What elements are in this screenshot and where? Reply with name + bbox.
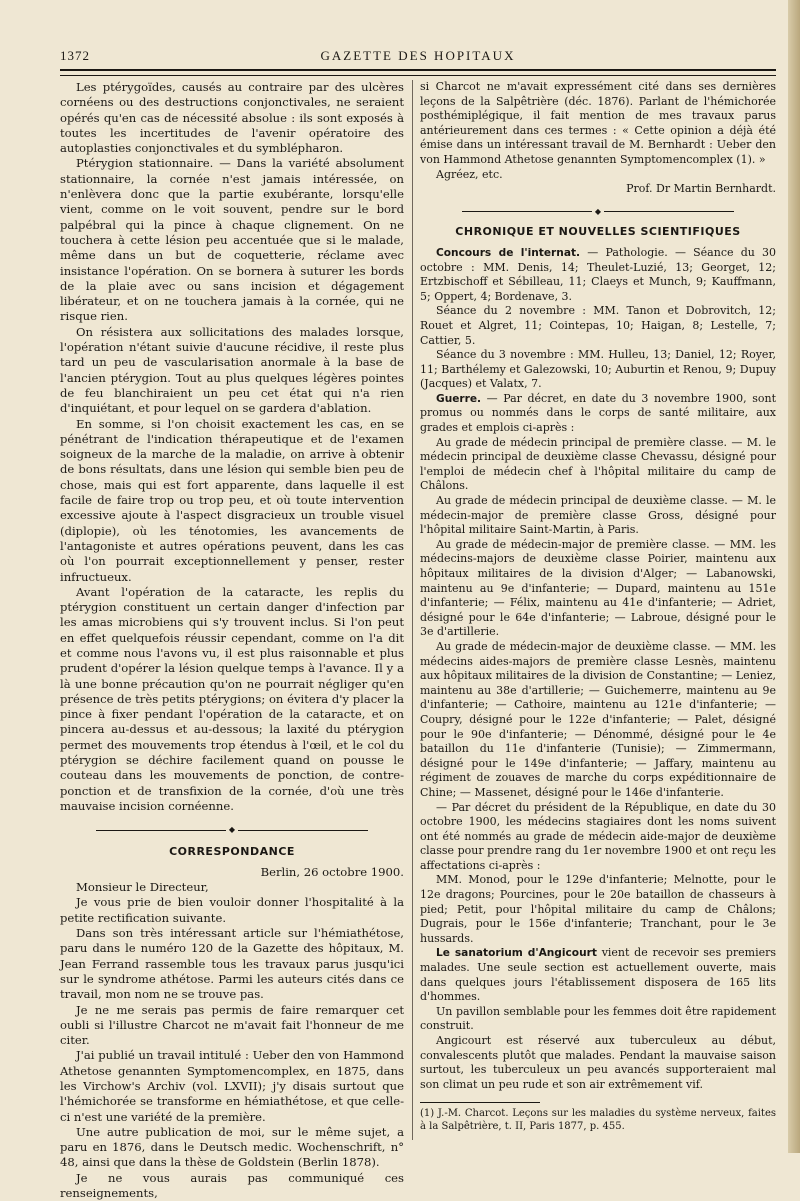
footnote: (1) J.-M. Charcot. Leçons sur les maladies du système nerveux, faites à la Salpêtrière, t. II, Paris 1877, p. 455. (420, 1108, 776, 1133)
page-header (60, 44, 776, 66)
paragraph: Je ne me serais pas permis de faire remarquer cet oubli si l'illustre Charcot ne m'avait fait l'honneur de me citer. (60, 1002, 404, 1048)
paragraph: Une autre publication de moi, sur le même sujet, a paru en 1876, dans le Deutsch medic. Wochenschrift, n° 48, ainsi que dans la thèse de Goldstein (Berlin 1878). (60, 1124, 404, 1170)
paragraph: En somme, si l'on choisit exactement les cas, en se pénétrant de l'indication thérapeutique et de l'examen soigneux de la marche de la maladie, on arrive à obtenir de bons résultats, dans une lésion qui semble bien peu de chose, mais qui est fort apparente, dans laquelle il est facile de faire trop ou trop peu, et où toute intervention excessive ajoute à l'aspect disgracieux un trouble visuel (diplopie), où les ténotomies, les avancements de l'antagoniste et autres opérations peuvent, dans les cas où l'on pourrait exceptionnellement y penser, rester infructueux. (60, 416, 404, 584)
page-edge-shadow (788, 0, 800, 1153)
paragraph: Au grade de médecin-major de deuxième classe. — MM. les médecins aides-majors de première classe Lesnès, maintenu aux hôpitaux militaires de la division de Constantine; — Leniez, maintenu au 38e d'artillerie; — Guichemerre, maintenu au 9e d'infanterie; — Cathoire, maintenu au 121e d'infanterie; — Coupry, désigné pour le 122e d'infanterie; — Palet, désigné pour le 90e d'infanterie; — Dénommé, désigné pour le 4e bataillon du 11e d'infanterie (Tunisie); — Zimmermann, désigné pour le 149e d'infanterie; — Jaffary, maintenu au régiment de zouaves de marche du corps expéditionnaire de Chine; — Massenet, désigné pour le 146e d'infanterie. (420, 639, 776, 799)
paragraph: Ptérygion stationnaire. — Dans la variété absolument stationnaire, la cornée n'est jamais intéressée, on n'enlèvera donc que la partie exubérante, lorsqu'elle vient, comme on le voit souvent, pendre sur le bord palpébral qui la pince à chaque clignement. On ne touchera à cette lésion peu accentuée que si le malade, même dans un but de coquetterie, réclame avec insistance l'opération. On se bornera à suturer les bords de la plaie avec ou sans incision et dégagement libérateur, et on ne touchera jamais à la cornée, qui ne risque rien. (60, 156, 404, 324)
paragraph: MM. Monod, pour le 129e d'infanterie; Melnotte, pour le 12e dragons; Pourcines, pour le 20e bataillon de chasseurs à pied; Petit, pour l'hôpital militaire du camp de Châlons; Dugrais, pour le 156e d'infanterie; Tranchant, pour le 3e hussards. (420, 873, 776, 945)
paragraph: Un pavillon semblable pour les femmes doit être rapidement construit. (420, 1004, 776, 1033)
news-item (420, 946, 776, 1004)
news-item (420, 392, 776, 436)
signature: Prof. Dr Martin Bernhardt. (626, 182, 776, 196)
section-ornament: ◆ (60, 822, 404, 837)
news-body: — Par décret, en date du 3 novembre 1900, sont promus ou nommés dans le corps de santé militaire, aux grades et emplois ci-après : (420, 391, 776, 435)
section-title-chronique: CHRONIQUE ET NOUVELLES SCIENTIFIQUES (455, 225, 741, 239)
paragraph: — Par décret du président de la République, en date du 30 octobre 1900, les médecins stagiaires dont les noms suivent ont été nommés au grade de médecin aide-major de deuxième classe pour prendre rang du 1er novembre 1900 et ont reçu les affectations ci-après : (420, 800, 776, 872)
news-lead: Guerre. (436, 392, 482, 405)
paragraph: Au grade de médecin-major de première classe. — MM. les médecins-majors de deuxième classe Poirier, maintenu aux hôpitaux militaires de la division d'Alger; — Labanowski, maintenu au 9e d'infanterie; — Dupard, maintenu au 151e d'infanterie; — Félix, maintenu au 41e d'infanterie; — Adriet, désigné pour le 64e d'infanterie; — Labroue, désigné pour le 3e d'artillerie. (420, 537, 776, 639)
footnote-rule (420, 1102, 540, 1103)
paragraph: Angicourt est réservé aux tuberculeux au début, convalescents plutôt que malades. Pendant la mauvaise saison surtout, les tuberculeux un peu avancés supporteraient mal son climat un peu rude et son air extrêmement vif. (420, 1034, 776, 1091)
paragraph: Au grade de médecin principal de première classe. — M. le médecin principal de deuxième classe Chevassu, désigné pour l'emploi de médecin chef à l'hôpital militaire du camp de Châlons. (420, 435, 776, 493)
news-item (420, 246, 776, 304)
paragraph: Les ptérygoïdes, causés au contraire par des ulcères cornéens ou des destructions conjonctivales, ne seraient opérés qu'en cas de nécessité absolue : ils sont exposés à toutes les incertitudes de l'avenir opératoire des autoplasties conjonctivales et du symblépharon. (60, 80, 404, 156)
paragraph: Dans son très intéressant article sur l'hémiathétose, paru dans le numéro 120 de la Gazette des hôpitaux, M. Jean Ferrand rassemble tous les travaux parus jusqu'ici sur le syndrome athétose. Parmi les auteurs cités dans ce travail, mon nom ne se trouve pas. (60, 926, 404, 1002)
news-lead: Concours de l'internat. (436, 246, 581, 259)
salutation: Monsieur le Directeur, (76, 880, 209, 895)
page-number: 1372 (60, 48, 90, 63)
paragraph: Je vous prie de bien vouloir donner l'hospitalité à la petite rectification suivante. (60, 895, 404, 925)
news-lead: Le sanatorium d'Angicourt (436, 947, 597, 960)
running-title: GAZETTE DES HOPITAUX (320, 48, 516, 63)
dateline: Berlin, 26 octobre 1900. (260, 864, 404, 879)
left-column (60, 80, 404, 1201)
section-title-correspondance: CORRESPONDANCE (169, 844, 295, 858)
right-column (420, 80, 776, 1140)
paragraph: Séance du 2 novembre : MM. Tanon et Dobrovitch, 12; Rouet et Algret, 11; Cointepas, 10; Haigan, 8; Lestelle, 7; Cattier, 5. (420, 304, 776, 347)
paragraph: si Charcot ne m'avait expressément cité dans ses dernières leçons de la Salpêtrière (déc. 1876). Parlant de l'hémichorée posthémiplégique, il fait mention de mes travaux parus antérieurement dans ces termes : « Cette opinion a déjà été émise dans un intéressant travail de M. Bernhardt : Ueber den von Hammond Athetose genannten Symptomencomplex (1). » (420, 80, 776, 166)
news-body: vient de recevoir ses premiers malades. Une seule section est actuellement ouverte, mais dans quelques jours l'établissement disposera de 165 lits d'hommes. (420, 946, 777, 1004)
news-body: — Pathologie. — Séance du 30 octobre : MM. Denis, 14; Theulet-Luzié, 13; Georget, 12; Ertzbischoff et Sébilleau, 11; Claeys et Munch, 9; Kauffmann, 5; Oppert, 4; Bordenave, 3. (420, 245, 777, 303)
header-rule (60, 69, 776, 76)
paragraph: On résistera aux sollicitations des malades lorsque, l'opération n'étant suivie d'aucune récidive, il reste plus tard un peu de vascularisation anormale à la base de l'ancien ptérygion. Tout au plus quelques légères pointes de feu blanchiraient un peu cet état qui n'a rien d'inquiétant, et pour lequel on se gardera d'ablation. (60, 324, 404, 416)
paragraph: Au grade de médecin principal de deuxième classe. — M. le médecin-major de première classe Gross, désigné pour l'hôpital militaire Saint-Martin, à Paris. (420, 494, 776, 537)
closing: Agréez, etc. (436, 167, 503, 181)
section-ornament: ◆ (420, 205, 776, 220)
paragraph: J'ai publié un travail intitulé : Ueber den von Hammond Athetose genannten Symptomencomplex, en 1875, dans les Virchow's Archiv (vol. LXVII); j'y disais surtout que l'hémichorée se transforme en hémiathétose, et que celle-ci n'est une variété de la première. (60, 1048, 404, 1124)
paragraph: Je ne vous aurais pas communiqué ces renseignements, (60, 1170, 404, 1201)
paragraph: Séance du 3 novembre : MM. Hulleu, 13; Daniel, 12; Royer, 11; Barthélemy et Galezowski, 10; Auburtin et Renou, 9; Dupuy (Jacques) et Valatx, 7. (420, 348, 776, 391)
column-divider (412, 80, 413, 1140)
paragraph: Avant l'opération de la cataracte, les replis du ptérygion constituent un certain danger d'infection par les amas microbiens qui s'y trouvent inclus. Si l'on peut en effet quelquefois réussir cependant, comme on l'a dit et comme nous l'avons vu, il est plus raisonnable et plus prudent d'opérer la lésion quelque temps à l'avance. Il y a là une bonne précaution qu'on ne pourrait négliger qu'en présence de très petits ptérygions; on évitera d'y placer la pince à fixer pendant l'opération de la cataracte, et on pincera au-dessus et au-dessous; la laxité du ptérygion permet des mouvements trop étendus à l'œil, et le col du ptérygion se déchire facilement quand on pousse le couteau dans les mouvements de ponction, de contre-ponction et de transfixion de la cornée, d'où une très mauvaise incision cornéenne. (60, 584, 404, 813)
